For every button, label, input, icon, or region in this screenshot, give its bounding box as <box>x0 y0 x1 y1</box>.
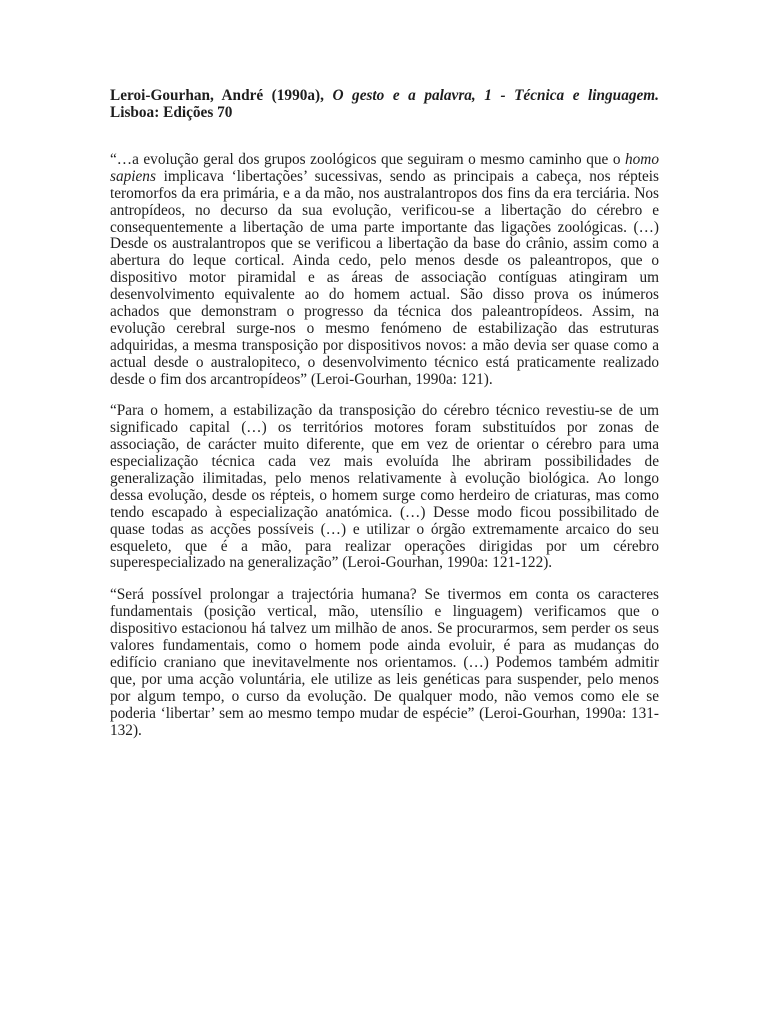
quote-line: por algum tempo, o curso da evolução. De qualquer modo, não vemos como ele se <box>110 687 659 705</box>
reference-publisher: Lisboa: Edições 70 <box>110 104 233 121</box>
quote-line: antropídeos, no decurso da sua evolução, verificou-se a libertação do cérebro e <box>110 201 659 219</box>
quote-3 <box>110 587 659 739</box>
quote-line: evolução cerebral surge-nos o mesmo fenómeno de estabilização das estruturas <box>110 319 659 337</box>
reference-author-year: Leroi-Gourhan, André (1990a), <box>110 87 333 104</box>
quote-line: fundamentais (posição vertical, mão, utensílio e linguagem) verificamos que o <box>110 603 659 621</box>
quote-line: abertura do leque cortical. Ainda cedo, pelo menos desde os paleantropos, que o <box>110 252 659 270</box>
reference-title: O gesto e a palavra, 1 - Técnica e linguagem. <box>332 87 659 104</box>
quote-text: implicava ‘libertações’ sucessivas, sendo as principais a cabeça, nos répteis <box>155 167 659 185</box>
quote-text: “…a evolução geral dos grupos zoológicos que seguiram o mesmo caminho que o <box>110 151 625 168</box>
quote-1 <box>110 152 659 388</box>
quote-line: consequentemente a libertação de uma parte importante das ligações zoológicas. (…) <box>110 218 659 236</box>
quote-line: quase todas as acções possíveis (…) e utilizar o órgão extremamente arcaico do seu <box>110 520 659 538</box>
bibliographic-reference <box>110 87 659 121</box>
quote-line <box>110 152 659 169</box>
quote-line: dispositivo estacionou há talvez um milhão de anos. Se procurarmos, sem perder os seus <box>110 620 659 638</box>
quote-line: associação, de carácter muito diferente, que em vez de orientar o cérebro para uma <box>110 436 659 454</box>
quote-line: dessa evolução, desde os répteis, o homem surge como herdeiro de criaturas, mas como <box>110 486 659 504</box>
quote-line: Desde os australantropos que se verificou a libertação da base do crânio, assim como a <box>110 235 659 253</box>
quote-line: desde o fim dos arcantropídeos” (Leroi-Gourhan, 1990a: 121). <box>110 370 493 388</box>
quote-line: especialização técnica cada vez mais evoluída lhe abriram possibilidades de <box>110 453 659 471</box>
quote-line: “Para o homem, a estabilização da transposição do cérebro técnico revestiu-se de um <box>110 402 659 420</box>
quote-line: actual desde o australopiteco, o desenvolvimento técnico está praticamente realizado <box>110 353 659 371</box>
quote-line: achados que demonstram o progresso da técnica dos paleantropídeos. Assim, na <box>110 303 659 321</box>
species-term: homo <box>625 151 659 168</box>
quote-line: 132). <box>110 721 142 739</box>
quote-line: edifício craniano que inevitavelmente nos orientamos. (…) Podemos também admitir <box>110 653 659 671</box>
quote-line: esqueleto, que é a mão, para realizar operações dirigidas por um cérebro <box>110 537 659 555</box>
document-body <box>110 87 659 754</box>
quote-line: dispositivo motor piramidal e as áreas de associação contíguas atingiram um <box>110 269 659 287</box>
quote-line: significado capital (…) os territórios motores foram substituídos por zonas de <box>110 419 659 437</box>
quote-line: superespecializado na generalização” (Leroi-Gourhan, 1990a: 121-122). <box>110 554 553 572</box>
species-term: sapiens <box>110 167 156 185</box>
quote-line <box>110 169 659 186</box>
quote-line: desenvolvimento equivalente ao do homem actual. São disso prova os inúmeros <box>110 286 659 304</box>
reference-line <box>110 87 659 104</box>
quote-line: que, por uma acção voluntária, ele utilize as leis genéticas para suspender, pelo menos <box>110 670 659 688</box>
quote-line: “Será possível prolongar a trajectória humana? Se tivermos em conta os caracteres <box>110 586 659 604</box>
quote-line: generalização ilimitadas, pelo menos relativamente à evolução biológica. Ao longo <box>110 470 659 488</box>
quote-line: tendo escapado à especialização anatómica. (…) Desse modo ficou possibilitado de <box>110 503 659 521</box>
quote-line: poderia ‘libertar’ sem ao mesmo tempo mudar de espécie” (Leroi-Gourhan, 1990a: 131- <box>110 704 659 722</box>
quote-2 <box>110 403 659 572</box>
quote-line: valores fundamentais, como o homem pode ainda evoluir, é para as mudanças do <box>110 637 659 655</box>
quote-line: adquiridas, a mesma transposição por dispositivos novos: a mão devia ser quase como a <box>110 336 659 354</box>
quote-line: teromorfos da era primária, e a da mão, nos australantropos dos fins da era terciária. Nos <box>110 184 659 202</box>
